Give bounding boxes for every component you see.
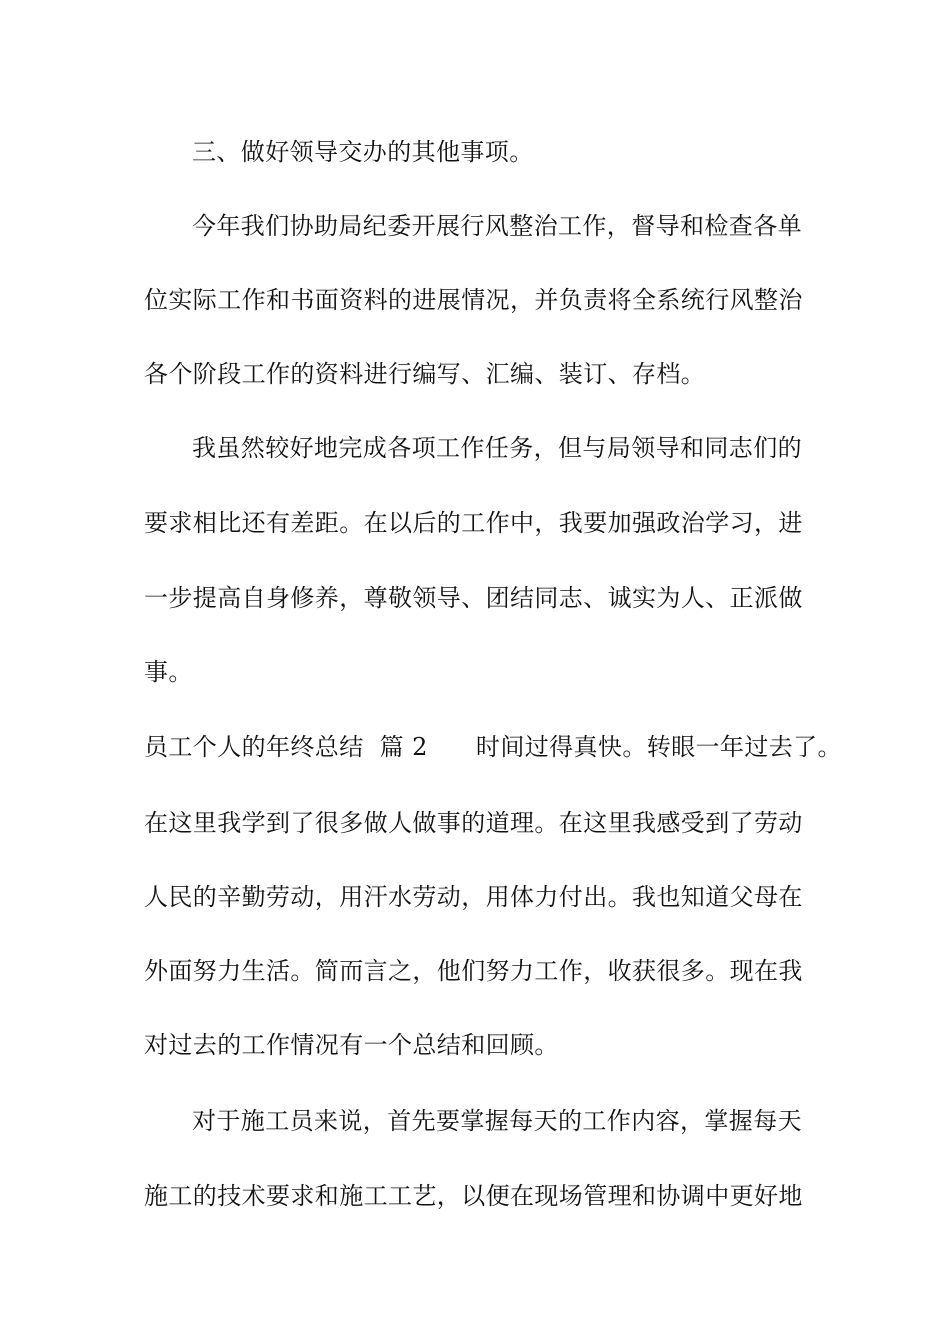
paragraph-line: 施工的技术要求和施工工艺，以便在现场管理和协调中更好地 [144,1182,803,1210]
section-heading-line: 员工个人的年终总结 篇 2 时间过得真快。转眼一年过去了。 [144,733,842,761]
paragraph-line: 事。 [144,658,193,686]
paragraph-line: 三、做好领导交办的其他事项。 [192,138,534,166]
paragraph-line: 各个阶段工作的资料进行编写、汇编、装订、存档。 [144,360,706,388]
paragraph-line: 位实际工作和书面资料的进展情况，并负责将全系统行风整治 [144,286,803,314]
paragraph-line: 人民的辛勤劳动，用汗水劳动，用体力付出。我也知道父母在 [144,883,803,911]
paragraph-line: 对过去的工作情况有一个总结和回顾。 [144,1031,559,1059]
paragraph-line: 要求相比还有差距。在以后的工作中，我要加强政治学习，进 [144,509,803,537]
paragraph-line: 外面努力生活。简而言之，他们努力工作，收获很多。现在我 [144,957,803,985]
paragraph-line: 一步提高自身修养，尊敬领导、团结同志、诚实为人、正派做 [144,584,803,612]
paragraph-line: 在这里我学到了很多做人做事的道理。在这里我感受到了劳动 [144,809,803,837]
paragraph-line: 今年我们协助局纪委开展行风整治工作，督导和检查各单 [192,212,802,240]
paragraph-line: 我虽然较好地完成各项工作任务，但与局领导和同志们的 [192,434,802,462]
paragraph-line: 对于施工员来说，首先要掌握每天的工作内容，掌握每天 [192,1107,802,1135]
